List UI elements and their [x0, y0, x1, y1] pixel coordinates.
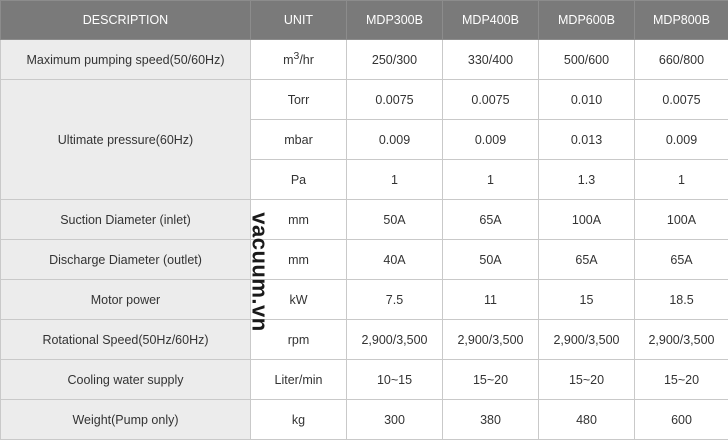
cell-value: 7.5: [347, 280, 443, 320]
cell-value: 500/600: [539, 40, 635, 80]
row-description: Ultimate pressure(60Hz): [1, 80, 251, 200]
cell-value: 65A: [635, 240, 728, 280]
cell-value: 2,900/3,500: [539, 320, 635, 360]
header-model: MDP800B: [635, 1, 728, 40]
header-description: DESCRIPTION: [1, 1, 251, 40]
row-unit: Torr: [251, 80, 347, 120]
table-row: [1, 40, 728, 80]
cell-value: 1: [347, 160, 443, 200]
row-description: Rotational Speed(50Hz/60Hz): [1, 320, 251, 360]
cell-value: 0.009: [443, 120, 539, 160]
cell-value: 10~15: [347, 360, 443, 400]
cell-value: 660/800: [635, 40, 728, 80]
table-row: [1, 200, 728, 240]
cell-value: 330/400: [443, 40, 539, 80]
row-description: Suction Diameter (inlet): [1, 200, 251, 240]
cell-value: 0.010: [539, 80, 635, 120]
row-unit: kW: [251, 280, 347, 320]
row-unit: $m^3/hr$: [251, 40, 347, 80]
table-row: [1, 360, 728, 400]
cell-value: 100A: [539, 200, 635, 240]
row-unit: mm: [251, 200, 347, 240]
cell-value: 0.013: [539, 120, 635, 160]
cell-value: 480: [539, 400, 635, 440]
cell-value: 15~20: [635, 360, 728, 400]
row-unit: mbar: [251, 120, 347, 160]
table-row: [1, 280, 728, 320]
table-row: [1, 320, 728, 360]
cell-value: 65A: [539, 240, 635, 280]
header-unit: UNIT: [251, 1, 347, 40]
cell-value: 0.009: [347, 120, 443, 160]
row-unit: Pa: [251, 160, 347, 200]
cell-value: 380: [443, 400, 539, 440]
cell-value: 300: [347, 400, 443, 440]
header-model: MDP300B: [347, 1, 443, 40]
row-description: Maximum pumping speed(50/60Hz): [1, 40, 251, 80]
cell-value: 1: [635, 160, 728, 200]
row-description: Motor power: [1, 280, 251, 320]
table-header: [1, 1, 728, 40]
row-unit: Liter/min: [251, 360, 347, 400]
cell-value: 15~20: [539, 360, 635, 400]
cell-value: 100A: [635, 200, 728, 240]
cell-value: 11: [443, 280, 539, 320]
header-model: MDP600B: [539, 1, 635, 40]
table-row: [1, 400, 728, 440]
cell-value: 18.5: [635, 280, 728, 320]
watermark-text: vacuum.vn: [248, 212, 273, 332]
table-row: [1, 80, 728, 120]
cell-value: 50A: [347, 200, 443, 240]
row-unit: mm: [251, 240, 347, 280]
cell-value: 0.0075: [347, 80, 443, 120]
cell-value: 15~20: [443, 360, 539, 400]
cell-value: 2,900/3,500: [635, 320, 728, 360]
cell-value: 1: [443, 160, 539, 200]
cell-value: 600: [635, 400, 728, 440]
row-description: Weight(Pump only): [1, 400, 251, 440]
cell-value: 50A: [443, 240, 539, 280]
cell-value: 1.3: [539, 160, 635, 200]
cell-value: 40A: [347, 240, 443, 280]
cell-value: 0.009: [635, 120, 728, 160]
table-row: [1, 240, 728, 280]
header-model: MDP400B: [443, 1, 539, 40]
row-unit: kg: [251, 400, 347, 440]
cell-value: 2,900/3,500: [347, 320, 443, 360]
cell-value: 65A: [443, 200, 539, 240]
row-unit: rpm: [251, 320, 347, 360]
cell-value: 2,900/3,500: [443, 320, 539, 360]
row-description: Cooling water supply: [1, 360, 251, 400]
row-description: Discharge Diameter (outlet): [1, 240, 251, 280]
cell-value: 0.0075: [635, 80, 728, 120]
cell-value: 15: [539, 280, 635, 320]
cell-value: 0.0075: [443, 80, 539, 120]
cell-value: 250/300: [347, 40, 443, 80]
